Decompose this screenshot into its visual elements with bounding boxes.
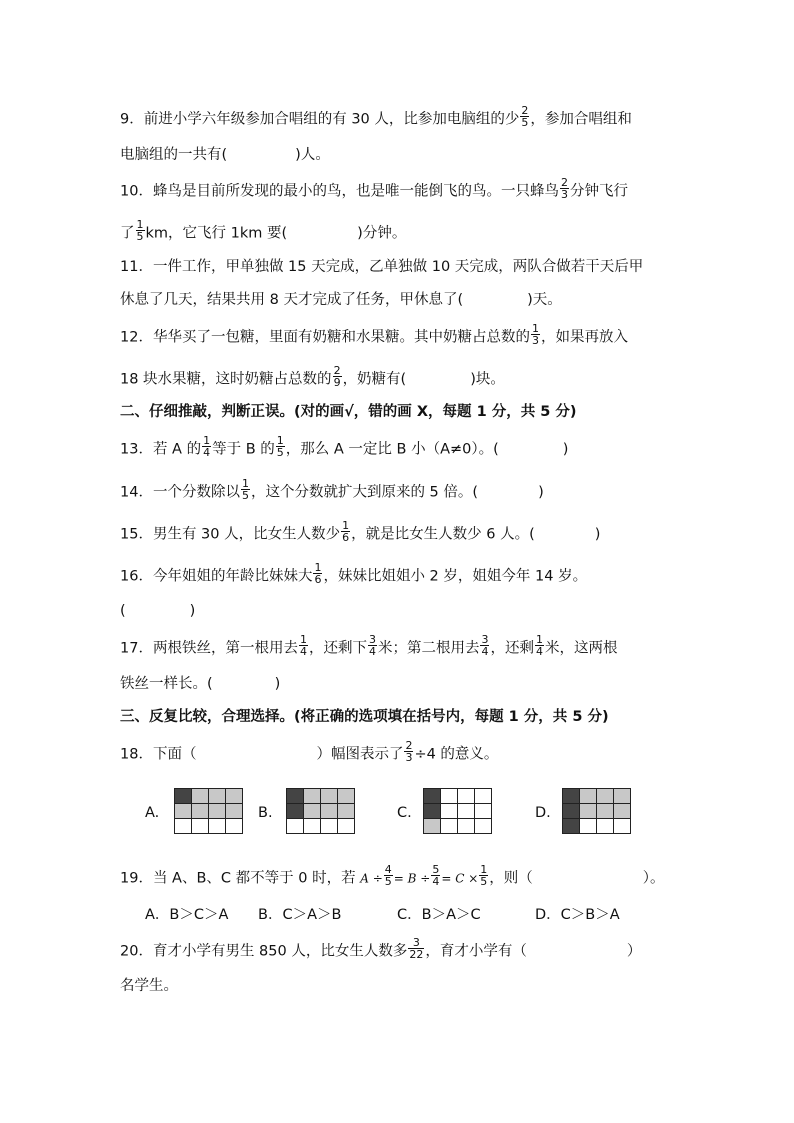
section-2-heading: 二、仔细推敲，判断正误。(对的画√，错的画 X，每题 1 分，共 5 分) <box>120 404 577 420</box>
fraction-denominator: 9 <box>333 376 341 389</box>
fraction <box>535 634 544 657</box>
q20-text-d: 名学生。 <box>120 978 178 994</box>
q10-text-a: 10．蜂鸟是目前所发现的最小的鸟，也是唯一能倒飞的鸟。一只蜂鸟 <box>120 183 559 200</box>
fraction-denominator: 3 <box>405 751 413 764</box>
q9-text-d: )人。 <box>295 147 330 163</box>
fraction-denominator: 3 <box>531 334 539 347</box>
fraction-denominator: 5 <box>521 116 529 129</box>
q17-text-e: 米，这两根 <box>544 640 618 657</box>
q11-text-c: )天。 <box>527 292 562 308</box>
fraction-numerator: 4 <box>384 863 392 876</box>
q15-text-c: ) <box>594 526 601 543</box>
q19-text-b: ，则（ <box>489 870 533 887</box>
fraction <box>241 478 250 501</box>
fraction <box>520 105 529 128</box>
question-12-line-2 <box>120 364 505 391</box>
question-11-line-2 <box>120 290 562 310</box>
q16-text-a: 16．今年姐姐的年龄比妹妹大 <box>120 568 313 585</box>
fraction <box>480 634 489 657</box>
fraction-numerator: 1 <box>136 218 144 231</box>
q15-text-a: 15．男生有 30 人，比女生人数少 <box>120 526 341 543</box>
fraction-denominator: 22 <box>409 948 424 961</box>
fraction-denominator: 6 <box>342 531 350 544</box>
q12-text-b: ，如果再放入 <box>540 329 628 346</box>
fraction-denominator: 4 <box>203 446 211 459</box>
fraction-numerator: 2 <box>333 364 341 377</box>
q12-text-d: ，奶糖有( <box>342 371 407 388</box>
fraction-denominator: 5 <box>136 230 144 243</box>
q10-text-e: )分钟。 <box>357 225 407 242</box>
q10-text-c: 了 <box>120 225 135 242</box>
q17-text-b: ，还剩下 <box>308 640 367 657</box>
question-12-line-1 <box>120 322 628 349</box>
option-b-grid-figure <box>286 788 355 834</box>
q19-option-a[interactable]: A．B＞C＞A <box>145 907 229 923</box>
q17-text-d: ，还剩 <box>490 640 534 657</box>
question-17-line-2 <box>120 674 280 694</box>
q10-text-d: km，它飞行 1km 要( <box>145 225 288 242</box>
q12-text-a: 12．华华买了一包糖，里面有奶糖和水果糖。其中奶糖占总数的 <box>120 329 530 346</box>
q11-text-a: 11．一件工作，甲单独做 15 天完成，乙单独做 10 天完成，两队合做若干天后甲 <box>120 259 644 275</box>
q17-text-g: ) <box>274 676 281 692</box>
fraction <box>136 219 145 242</box>
question-13 <box>120 434 569 461</box>
q17-text-a: 17．两根铁丝，第一根用去 <box>120 640 298 657</box>
q16-text-c: ( <box>120 603 126 619</box>
fraction-numerator: 3 <box>481 633 489 646</box>
fraction-numerator: 1 <box>480 863 488 876</box>
q18-text-a: 18．下面（ <box>120 746 197 763</box>
fraction-denominator: 4 <box>368 645 376 658</box>
q14-text-b: ，这个分数就扩大到原来的 5 倍。( <box>250 484 479 501</box>
q14-text-c: ) <box>538 484 544 501</box>
q19-option-c[interactable]: C．B＞A＞C <box>397 907 481 923</box>
question-19 <box>120 863 665 890</box>
q16-text-d: ) <box>189 603 196 619</box>
fraction-numerator: 1 <box>203 434 211 447</box>
q20-text-b: ，育才小学有（ <box>425 943 527 960</box>
q19-option-d[interactable]: D．C＞B＞A <box>535 907 620 923</box>
fraction-numerator: 2 <box>560 176 568 189</box>
question-14 <box>120 477 544 504</box>
option-d-grid-figure <box>562 788 631 834</box>
question-16-line-1 <box>120 561 588 588</box>
q19-expr-1: A ÷ <box>360 871 383 886</box>
question-10-line-2 <box>120 218 407 245</box>
q13-text-c: ，那么 A 一定比 B 小（A≠0）。( <box>285 441 499 458</box>
fraction <box>404 740 413 763</box>
fraction-denominator: 3 <box>560 188 568 201</box>
fraction-numerator: 1 <box>276 434 284 447</box>
question-11-line-1 <box>120 257 643 277</box>
fraction-denominator: 4 <box>299 645 307 658</box>
q19-expr-3: = C × <box>441 871 479 886</box>
fraction-numerator: 3 <box>368 633 376 646</box>
fraction-denominator: 6 <box>314 573 322 586</box>
fraction <box>368 634 377 657</box>
fraction <box>560 177 569 200</box>
fraction <box>341 520 350 543</box>
q9-text-a: 9．前进小学六年级参加合唱组的有 30 人，比参加电脑组的少 <box>120 111 520 128</box>
q19-expr-2: = B ÷ <box>393 871 431 886</box>
fraction <box>276 435 285 458</box>
q17-text-f: 铁丝一样长。( <box>120 676 213 692</box>
fraction-numerator: 2 <box>521 104 529 117</box>
fraction-numerator: 1 <box>535 633 543 646</box>
q12-text-c: 18 块水果糖，这时奶糖占总数的 <box>120 371 332 388</box>
fraction-denominator: 4 <box>432 875 440 888</box>
fraction-denominator: 4 <box>535 645 543 658</box>
fraction <box>479 864 488 887</box>
fraction-denominator: 5 <box>384 875 392 888</box>
fraction-numerator: 1 <box>299 633 307 646</box>
q13-text-a: 13．若 A 的 <box>120 441 202 458</box>
q10-text-b: 分钟飞行 <box>569 183 628 200</box>
option-d-label[interactable]: D. <box>535 805 551 821</box>
q18-text-b: ）幅图表示了 <box>316 746 404 763</box>
fraction-numerator: 1 <box>241 477 249 490</box>
question-20-line-2 <box>120 976 178 996</box>
q20-text-c: ） <box>626 943 642 960</box>
q9-text-c: 电脑组的一共有( <box>120 147 228 163</box>
fraction-denominator: 5 <box>241 489 249 502</box>
fraction-numerator: 3 <box>412 936 420 949</box>
question-9-line-1 <box>120 104 632 131</box>
fraction <box>408 937 424 960</box>
option-b-label[interactable]: B. <box>258 805 273 821</box>
question-20-line-1 <box>120 936 642 963</box>
option-a-label[interactable]: A. <box>145 805 160 821</box>
option-a-grid-figure <box>174 788 243 834</box>
q19-option-b[interactable]: B．C＞A＞B <box>258 907 342 923</box>
fraction <box>299 634 308 657</box>
fraction <box>531 323 540 346</box>
q18-text-c: ÷4 的意义。 <box>414 746 499 763</box>
q11-text-b: 休息了几天，结果共用 8 天才完成了任务，甲休息了( <box>120 292 464 308</box>
fraction-denominator: 5 <box>276 446 284 459</box>
fraction-numerator: 1 <box>531 322 539 335</box>
question-15 <box>120 519 601 546</box>
question-10-line-1 <box>120 176 628 203</box>
q9-text-b: ，参加合唱组和 <box>530 111 632 128</box>
question-18 <box>120 739 499 766</box>
q17-text-c: 米；第二根用去 <box>377 640 480 657</box>
q16-text-b: ，妹妹比姐姐小 2 岁，姐姐今年 14 岁。 <box>323 568 588 585</box>
fraction-numerator: 5 <box>432 863 440 876</box>
q19-text-c: ）。 <box>642 870 665 887</box>
question-17-line-1 <box>120 633 618 660</box>
option-c-grid-figure <box>423 788 492 834</box>
fraction <box>333 365 342 388</box>
q13-text-d: ) <box>562 441 569 458</box>
q14-text-a: 14．一个分数除以 <box>120 484 240 501</box>
fraction-numerator: 1 <box>314 561 322 574</box>
q12-text-e: )块。 <box>470 371 505 388</box>
fraction <box>313 562 322 585</box>
q19-text-a: 19．当 A、B、C 都不等于 0 时，若 <box>120 870 356 887</box>
section-3-heading: 三、反复比较，合理选择。(将正确的选项填在括号内，每题 1 分，共 5 分) <box>120 709 609 725</box>
fraction-numerator: 2 <box>405 739 413 752</box>
fraction <box>431 864 440 887</box>
question-9-line-2 <box>120 145 330 165</box>
question-16-line-2 <box>120 601 195 621</box>
q20-text-a: 20．育才小学有男生 850 人，比女生人数多 <box>120 943 408 960</box>
option-c-label[interactable]: C. <box>397 805 412 821</box>
q13-text-b: 等于 B 的 <box>212 441 275 458</box>
fraction <box>202 435 211 458</box>
q15-text-b: ，就是比女生人数少 6 人。( <box>351 526 535 543</box>
fraction-numerator: 1 <box>342 519 350 532</box>
fraction-denominator: 5 <box>480 875 488 888</box>
fraction <box>384 864 393 887</box>
fraction-denominator: 4 <box>481 645 489 658</box>
